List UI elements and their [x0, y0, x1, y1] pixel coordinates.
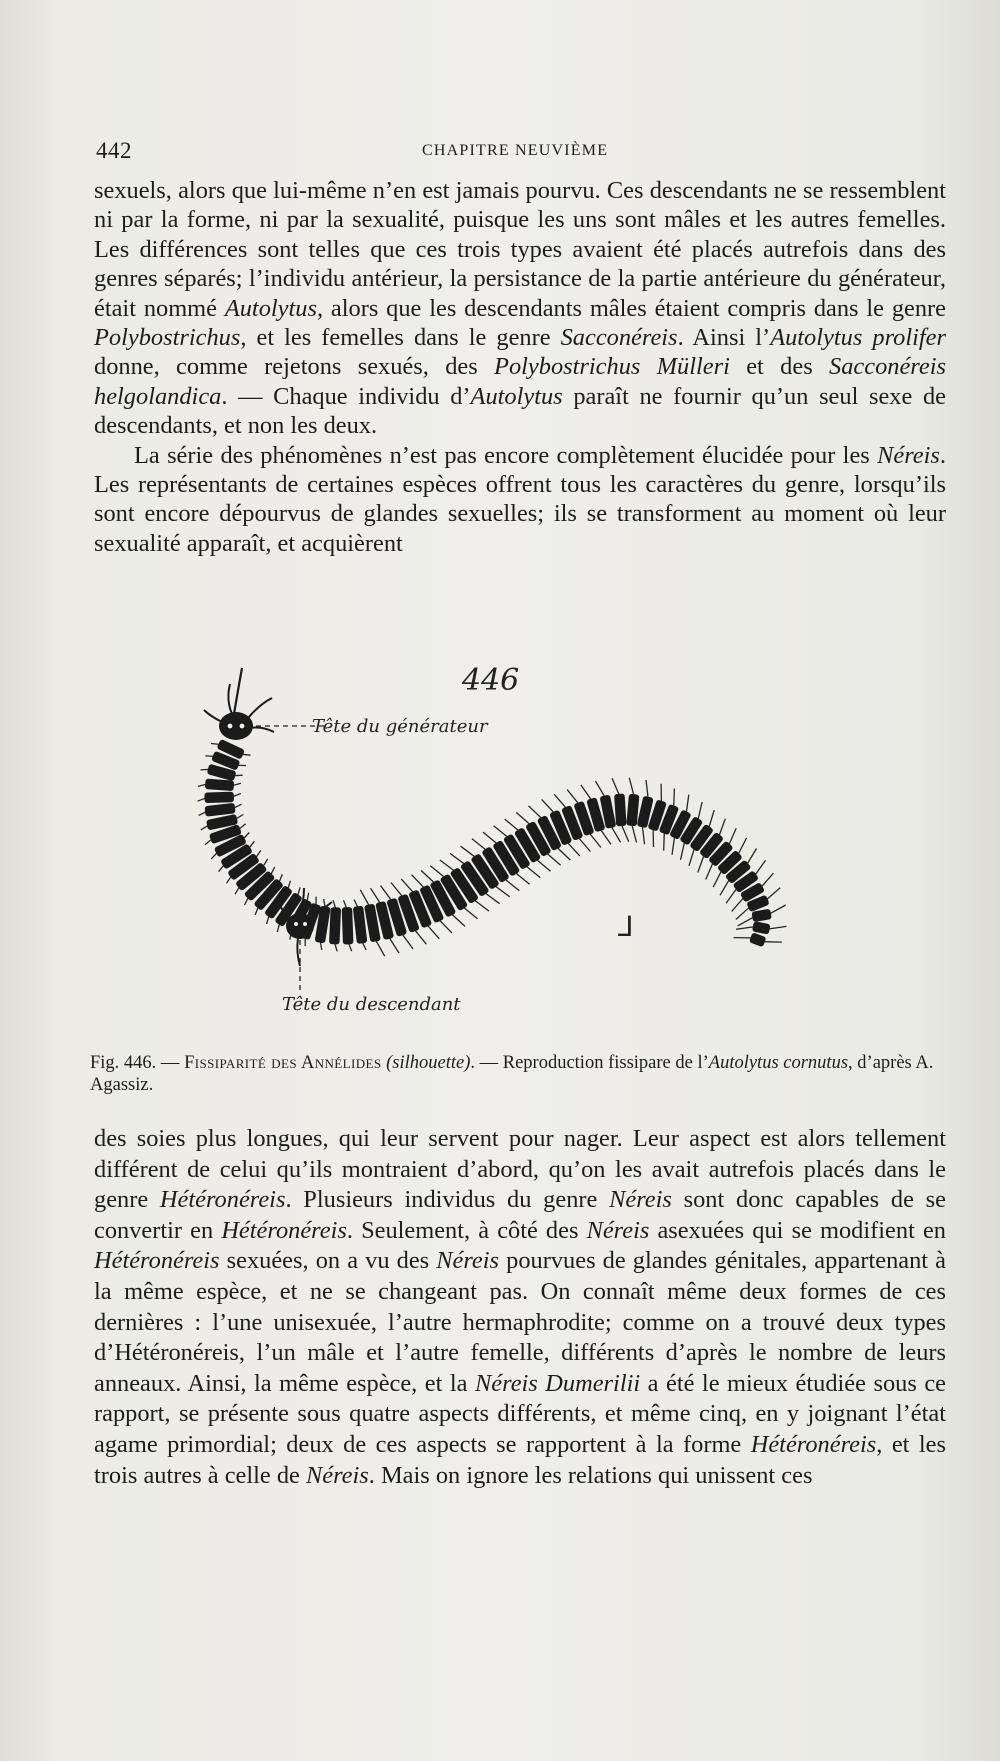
- body-text-bottom: [94, 1124, 946, 1491]
- figure-number: 446: [462, 663, 520, 698]
- bristle: [719, 819, 726, 837]
- page-number: 442: [96, 138, 132, 163]
- paragraph: La série des phénomènes n’est pas encore complètement élucidée pour les Néreis. Les représentants de certaines espèces offrent tous les caractères du genre, lorsqu’ils sont encore dépourvus de glandes sexuelles; ils se transforment au moment où leur sexualité apparaît, et acquièrent: [94, 441, 946, 557]
- paragraph: des soies plus longues, qui leur servent pour nager. Leur aspect est alors tellement différent de celui qu’ils montraient d’abord, qu’on les avait autrefois placés dans le genre Hétéronéreis. Plusieurs individus du genre Néreis sont donc capables de se convertir en Hétéronéreis. Seulement, à côté des Néreis asexuées qui se modifient en Hétéronéreis sexuées, on a vu des Néreis pourvues de glandes génitales, appartenant à la même espèce, et ne se changeant pas. On connaît même deux formes de ces dernières : l’une unisexuée, l’autre hermaphrodite; comme on a trouvé deux types d’Hétéronéreis, l’un mâle et l’autre femelle, différents d’après le nombre de leurs anneaux. Ainsi, la même espèce, et la Néreis Dumerilii a été le mieux étudiée sous ce rapport, se présente sous quatre aspects différents, et même cinq, en y joignant l’état agame primordial; deux de ces aspects se rapportent à la forme Hétéronéreis, et les trois autres à celle de Néreis. Mais on ignore les relations qui unissent ces: [94, 1125, 946, 1489]
- body-segment: [752, 921, 771, 935]
- bristle: [755, 860, 766, 876]
- bristle: [632, 824, 637, 843]
- bristle: [414, 929, 426, 944]
- bristle: [720, 879, 730, 895]
- caption-species: Autolytus cornutus: [708, 1053, 849, 1073]
- bristle: [612, 778, 619, 796]
- bristle: [766, 888, 780, 901]
- annelid-body: [204, 739, 771, 947]
- bristle: [686, 795, 689, 814]
- bristle: [557, 847, 571, 860]
- bristle: [642, 825, 644, 844]
- body-segment: [749, 932, 767, 947]
- body-segment: [204, 803, 235, 817]
- bristle: [596, 781, 606, 797]
- annelid-figure: [150, 650, 930, 1060]
- bristle: [681, 841, 685, 860]
- figure-caption: [90, 1052, 950, 1096]
- bristle: [474, 900, 489, 912]
- caption-figure-ref: Fig. 446. —: [90, 1053, 180, 1073]
- bristle: [463, 907, 478, 919]
- bristle: [729, 828, 737, 846]
- body-segment: [614, 793, 627, 826]
- body-segment: [751, 909, 771, 923]
- bristle: [430, 866, 445, 878]
- bristle: [689, 848, 695, 866]
- body-segment: [329, 907, 341, 944]
- body-segment: [204, 792, 234, 803]
- bristle: [375, 940, 384, 957]
- bristle: [542, 799, 555, 813]
- figure-marker: ⅃: [618, 910, 634, 943]
- bristle: [440, 860, 455, 872]
- bristle: [504, 879, 519, 891]
- bristle: [427, 925, 440, 939]
- bristle: [672, 836, 675, 855]
- bristle: [698, 855, 704, 873]
- bristle: [589, 833, 601, 848]
- bristle: [698, 802, 702, 821]
- bristle: [709, 810, 715, 828]
- bristle: [371, 888, 381, 904]
- bristle: [567, 842, 580, 856]
- bristle: [736, 907, 750, 920]
- bristle: [494, 885, 509, 896]
- bristle: [738, 917, 755, 926]
- bristle: [726, 888, 737, 904]
- body-segment: [205, 779, 234, 792]
- bristle: [472, 839, 487, 851]
- bristle: [747, 849, 757, 865]
- bristle: [450, 853, 465, 864]
- bristle: [505, 819, 520, 831]
- body-segment: [342, 907, 354, 945]
- bristle: [401, 879, 414, 893]
- bristle: [421, 871, 435, 884]
- running-title: CHAPITRE NEUVIÈME: [422, 142, 609, 159]
- child-head-label: Tête du descendant: [282, 994, 461, 1015]
- bristle: [381, 886, 392, 901]
- page-header: [96, 138, 946, 168]
- body-text-top: [94, 176, 946, 558]
- caption-text: . — Reproduction fissipare de l’: [470, 1053, 709, 1073]
- bristle: [629, 778, 634, 797]
- parent-head: [204, 668, 274, 740]
- bristle: [554, 794, 567, 808]
- bristle: [516, 812, 530, 825]
- bristle: [402, 934, 413, 949]
- bristle: [529, 806, 543, 819]
- caption-subtitle: (silhouette): [386, 1053, 471, 1073]
- parent-head-label: Tête du générateur: [312, 716, 488, 737]
- bristle: [525, 866, 540, 878]
- bristle: [738, 838, 747, 855]
- bristle: [768, 926, 787, 929]
- body-segment: [626, 794, 639, 826]
- bristle: [769, 905, 786, 914]
- bristle: [461, 846, 476, 858]
- bristle: [646, 780, 648, 799]
- bristle: [600, 829, 611, 845]
- caption-source: , d’après A. Agassiz.: [90, 1053, 934, 1095]
- bristle: [494, 826, 509, 838]
- bristle: [706, 862, 714, 880]
- bristle: [484, 892, 499, 903]
- bristle: [360, 890, 369, 907]
- bristle: [578, 837, 591, 852]
- bristle: [664, 832, 665, 851]
- bristle: [713, 870, 722, 887]
- bristle: [389, 937, 399, 953]
- bristle: [536, 859, 551, 871]
- bristle: [611, 826, 621, 843]
- bristle: [515, 872, 530, 884]
- bristle: [581, 785, 592, 801]
- bristle: [451, 914, 465, 927]
- bristle: [621, 824, 628, 842]
- bristle: [761, 873, 774, 887]
- bristle: [736, 927, 755, 930]
- caption-title: Fissiparité des Annélides: [184, 1053, 382, 1073]
- paragraph: sexuels, alors que lui-même n’en est jamais pourvu. Ces descendants ne se ressemblent ni par la forme, ni par la sexualité, puisque les uns sont mâles et les autres femelles. Les différences sont telles que ces trois types avaient été placés autrefois dans des genres séparés; l’individu antérieur, la persistance de la partie antérieure du générateur, était nommé Autolytus, alors que les descendants mâles étaient compris dans le genre Polybostrichus, et les femelles dans le genre Sacconéreis. Ainsi l’Autolytus prolifer donne, comme rejetons sexués, des Polybostrichus Mülleri et des Sacconéreis helgolandica. — Chaque individu d’Autolytus paraît ne fournir qu’un seul sexe de descendants, et non les deux.: [94, 177, 946, 440]
- bristle: [674, 789, 675, 808]
- bristle: [391, 883, 403, 898]
- bristle: [412, 875, 425, 889]
- bristle: [732, 897, 745, 911]
- bristle: [483, 832, 498, 844]
- bristle: [567, 790, 579, 805]
- bristle: [546, 853, 560, 866]
- bristle: [439, 919, 452, 933]
